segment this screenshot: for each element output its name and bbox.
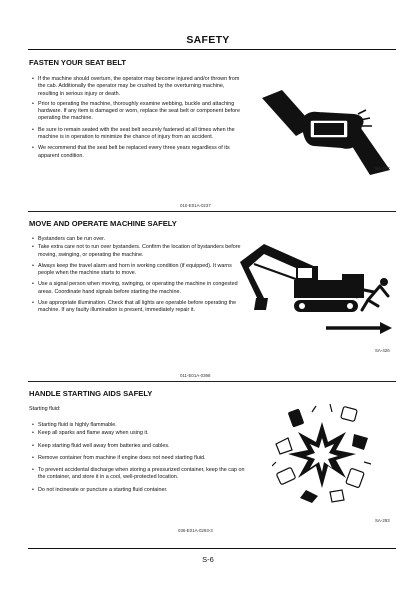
list-item: [32, 127, 246, 142]
doc-code: 011-E01A-0398: [180, 373, 211, 378]
list-item-text: We recommend that the seat belt be replaced every three years regardless of its apparent condition.: [38, 145, 230, 159]
doc-code: 036-E01A-0293-3: [178, 528, 213, 533]
bullet-icon: •: [32, 236, 34, 242]
list-item-text: Keep all sparks and flame away when using it.: [38, 430, 149, 437]
starting-fluid-illustration: [272, 404, 372, 504]
section-heading-seatbelt: FASTEN YOUR SEAT BELT: [29, 58, 127, 67]
sub-bullet-icon: •: [32, 244, 34, 251]
list-item-text: Bystanders can be run over.: [38, 236, 106, 242]
section-heading-operate: MOVE AND OPERATE MACHINE SAFELY: [29, 219, 177, 228]
section-divider: [28, 211, 396, 212]
page-title: SAFETY: [186, 34, 230, 46]
header-rule: [28, 49, 396, 50]
figure-code: SA-293: [375, 518, 390, 523]
sub-bullet-icon: •: [32, 442, 34, 449]
list-item: [32, 422, 246, 429]
sub-bullet-icon: •: [32, 262, 34, 269]
intro-text: Starting fluid:: [29, 406, 61, 412]
list-item-text: Always keep the travel alarm and horn in working condition (if equipped). It warns people when the machine starts to move.: [38, 262, 232, 277]
list-subitem: [32, 443, 246, 450]
list-item-text: If the machine should overturn, the operator may become injured and/or thrown from the cab. Additionally the operator may be crushed by the overturning machine, resulting in serious injury or death.: [38, 76, 240, 97]
list-item: [32, 145, 246, 160]
figure-code: SA-237: [375, 166, 390, 171]
doc-code: 010-E01A-0237: [180, 203, 211, 208]
section-divider: [28, 381, 396, 382]
sub-bullet-icon: •: [32, 281, 34, 288]
list-item-text: Starting fluid is highly flammable.: [38, 422, 117, 428]
sub-bullet-icon: •: [32, 486, 34, 493]
seatbelt-list: [32, 76, 246, 163]
list-subitem: [32, 101, 246, 123]
starting-list: [32, 422, 246, 497]
excavator-illustration: [234, 240, 396, 338]
list-item-text: Be sure to remain seated with the seat belt securely fastened at all times when the machine is in operation to minimize the chance of injury from an accident.: [38, 126, 235, 141]
list-item-text: Do not incinerate or puncture a starting fluid container.: [38, 486, 168, 493]
sub-bullet-icon: •: [32, 100, 34, 107]
bullet-icon: •: [32, 126, 34, 133]
section-heading-starting: HANDLE STARTING AIDS SAFELY: [29, 389, 153, 398]
list-item: [32, 76, 246, 98]
bullet-icon: •: [32, 76, 34, 82]
list-subitem: [32, 244, 246, 259]
list-item: [32, 236, 246, 243]
list-subitem: [32, 455, 246, 462]
list-item-text: Take extra care not to run over bystanders. Confirm the location of bystanders before moving, swinging, or operating the machine.: [38, 244, 241, 258]
list-item-text: Keep starting fluid well away from batteries and cables.: [38, 442, 170, 449]
list-item-text: Use appropriate illumination. Check that all lights are operable before operating the machine. If any faulty illumination is present, immediately repair it.: [38, 300, 237, 314]
sub-bullet-icon: •: [32, 467, 34, 474]
list-subitem: [32, 430, 246, 437]
list-item-text: Use a signal person when moving, swinging, or operating the machine in congested areas. Coordinate hand signals before starting the machine.: [38, 281, 238, 295]
list-item-text: Remove container from machine if engine does not need starting fluid.: [38, 454, 206, 461]
figure-code: SA-426: [375, 348, 390, 353]
list-subitem: [32, 467, 246, 482]
seatbelt-illustration: [262, 90, 392, 175]
list-subitem: [32, 263, 246, 278]
bullet-icon: •: [32, 422, 34, 428]
list-subitem: [32, 281, 246, 296]
sub-bullet-icon: •: [32, 430, 34, 437]
list-subitem: [32, 300, 246, 315]
list-subitem: [32, 487, 246, 494]
list-item-text: Prior to operating the machine, thoroughly examine webbing, buckle and attaching hardware. If any item is damaged or worn, replace the seat belt or component before operating the machine.: [38, 100, 240, 122]
list-item-text: To prevent accidental discharge when storing a pressurized container, keep the cap on the container, and store it in a cool, well-protected location.: [38, 467, 245, 481]
footer-rule: [28, 548, 396, 549]
page-number: S-6: [202, 555, 214, 564]
bullet-icon: •: [32, 145, 34, 152]
operate-list: [32, 236, 246, 318]
sub-bullet-icon: •: [32, 300, 34, 307]
sub-bullet-icon: •: [32, 454, 34, 461]
